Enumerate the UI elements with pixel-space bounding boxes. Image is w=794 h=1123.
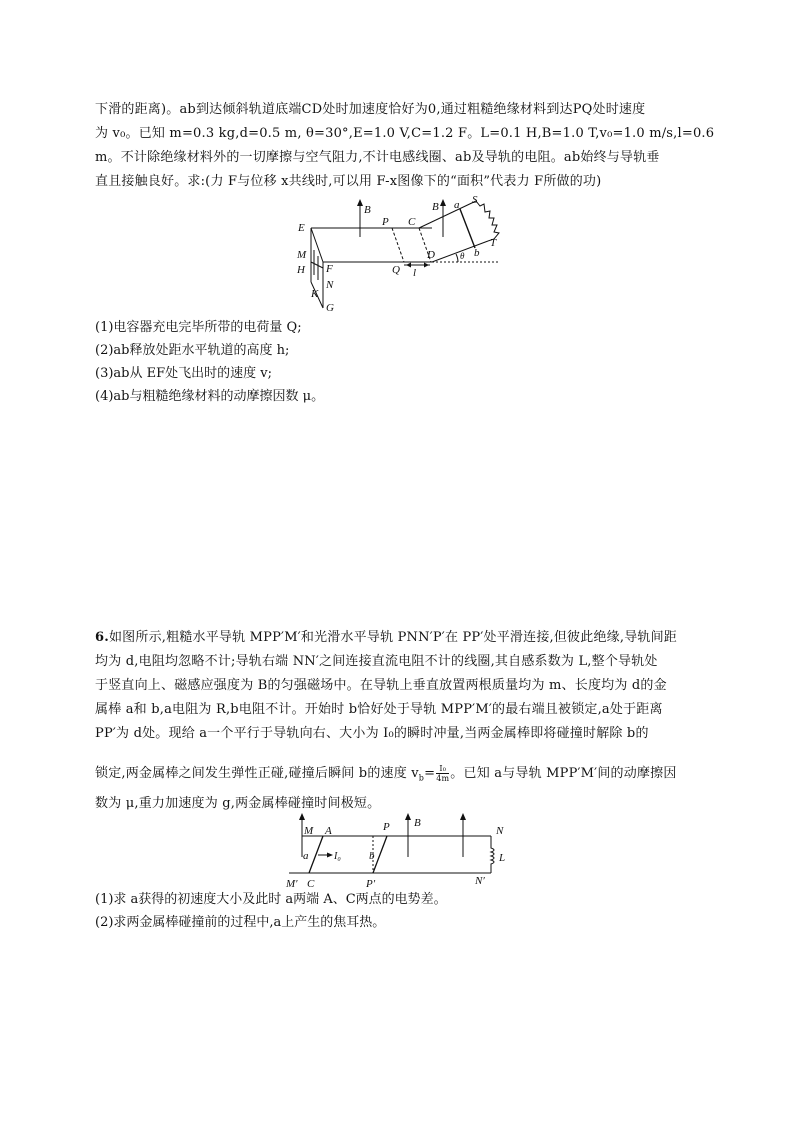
q6-line-1: 6.如图所示,粗糙水平导轨 MPP′M′和光滑水平导轨 PNN′P′在 PP′处平滑连接,但彼此绝缘,导轨间距 xyxy=(95,630,677,645)
label-M: M xyxy=(297,249,307,261)
label-N: N xyxy=(496,825,504,837)
q5-line-1: 下滑的距离)。ab到达倾斜轨道底端CD处时加速度恰好为0,通过粗糙绝缘材料到达PQ处时速度 xyxy=(95,102,646,117)
q6-number: 6. xyxy=(95,630,109,645)
q5-question-4: (4)ab与粗糙绝缘材料的动摩擦因数 μ。 xyxy=(95,389,325,404)
label-B: B xyxy=(414,817,421,829)
q6-fraction: $\frac{\text{I₀}}{4m}$ xyxy=(436,764,450,783)
label-G: G xyxy=(326,302,334,314)
label-N: N xyxy=(326,279,334,291)
q5-figure xyxy=(285,192,515,316)
label-C: C xyxy=(408,216,416,228)
label-A: A xyxy=(325,825,332,837)
label-b: b xyxy=(474,247,480,259)
q6-line-7: 数为 μ,重力加速度为 g,两金属棒碰撞时间极短。 xyxy=(95,796,381,811)
label-a: a xyxy=(303,850,309,862)
label-a: a xyxy=(454,199,460,211)
label-B2: B xyxy=(432,201,439,213)
q6-question-2: (2)求两金属棒碰撞前的过程中,a上产生的焦耳热。 xyxy=(95,915,386,930)
label-P: P xyxy=(382,216,389,228)
label-E: E xyxy=(298,222,305,234)
label-S: S xyxy=(472,194,478,206)
q5-line-4: 直且接触良好。求:(力 F与位移 x共线时,可以用 F-x图像下的“面积”代表力 F所做的功) xyxy=(95,174,602,189)
label-C: C xyxy=(307,878,315,890)
q6-question-1: (1)求 a获得的初速度大小及此时 a两端 A、C两点的电势差。 xyxy=(95,892,447,907)
label-theta: θ xyxy=(460,251,465,261)
q6-line-4: 属棒 a和 b,a电阻为 R,b电阻不计。开始时 b恰好处于导轨 MPP′M′的最右端且被锁定,a处于距离 xyxy=(95,702,663,717)
q5-line-2: 为 v₀。已知 m=0.3 kg,d=0.5 m, θ=30°,E=1.0 V,C=1.2 F。L=0.1 H,B=1.0 T,v₀=1.0 m/s,l=0.6 xyxy=(95,126,715,141)
q5-question-2: (2)ab释放处距水平轨道的高度 h; xyxy=(95,343,290,358)
label-L: L xyxy=(499,852,506,864)
label-K: K xyxy=(311,288,319,300)
label-M-prime: M′ xyxy=(286,878,298,890)
label-Q: Q xyxy=(392,264,400,276)
label-D: D xyxy=(427,249,435,261)
q6-line-2: 均为 d,电阻均忽略不计;导轨右端 NN′之间连接直流电阻不计的线圈,其自感系数为 L,整个导轨处 xyxy=(95,654,658,669)
label-I0: I₀ xyxy=(334,851,341,862)
label-l: l xyxy=(413,267,417,279)
label-P-prime: P′ xyxy=(366,878,376,890)
label-b: b xyxy=(369,850,375,862)
label-F: F xyxy=(326,263,333,275)
q5-line-3: m。不计除绝缘材料外的一切摩擦与空气阻力,不计电感线圈、ab及导轨的电阻。ab始终与导轨垂 xyxy=(95,150,660,165)
label-B1: B xyxy=(364,204,371,216)
label-N-prime: N′ xyxy=(475,875,485,887)
q6-line-3: 于竖直向上、磁感应强度为 B的匀强磁场中。在导轨上垂直放置两根质量均为 m、长度均为 d的金 xyxy=(95,678,667,693)
label-H: H xyxy=(297,264,305,276)
label-T: T xyxy=(490,237,497,249)
q6-line-5: PP′为 d处。现给 a一个平行于导轨向右、大小为 I₀的瞬时冲量,当两金属棒即将碰撞时解除 b的 xyxy=(95,726,649,741)
q5-question-3: (3)ab从 EF处飞出时的速度 v; xyxy=(95,366,272,381)
label-P: P xyxy=(383,821,390,833)
q6-figure xyxy=(280,812,520,890)
q6-line-6: 锁定,两金属棒之间发生弹性正碰,碰撞后瞬间 b的速度 $v_b=$ $\frac{\text{I₀}}{4m}$ 。已知 a与导轨 MPP′M′间的动摩擦因 xyxy=(95,764,677,783)
label-M: M xyxy=(304,825,314,837)
q5-question-1: (1)电容器充电完毕所带的电荷量 Q; xyxy=(95,320,302,335)
